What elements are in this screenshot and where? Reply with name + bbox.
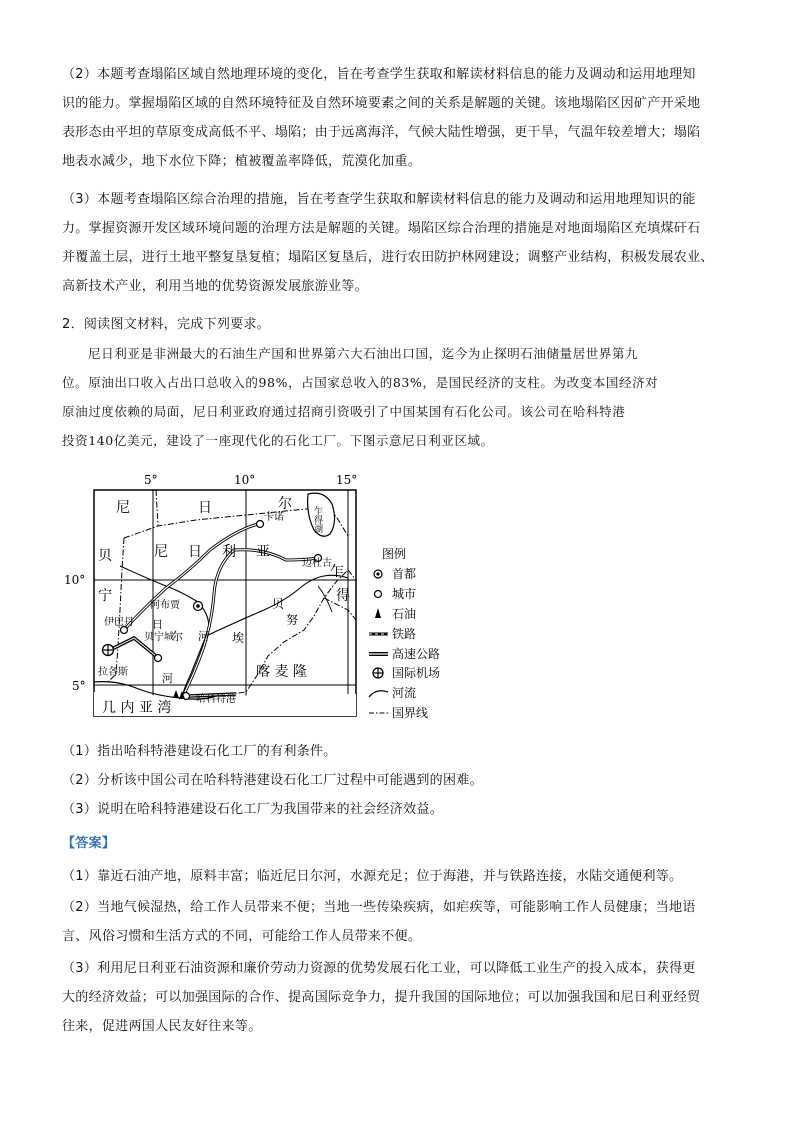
capital-dot bbox=[196, 604, 200, 608]
lat-label: 5° bbox=[72, 679, 86, 693]
region-label: 宁 bbox=[98, 588, 112, 604]
lake-label: 乍得湖 bbox=[312, 506, 322, 533]
text-line: 高新技术产业，利用当地的优势资源发展旅游业等。 bbox=[62, 279, 368, 294]
explanation-q2 bbox=[62, 60, 734, 176]
answer-1 bbox=[62, 862, 734, 891]
text-line: （1）靠近石油产地，原料丰富；临近尼日尔河，水源充足；位于海港，并与铁路连接，水陆交通便利等。 bbox=[62, 869, 683, 884]
text-line: （2）当地气候湿热，给工作人员带来不便；当地一些传染疾病，如疟疾等，可能影响工作人员健康；当地语 bbox=[62, 900, 696, 915]
sub-questions bbox=[62, 737, 734, 824]
region-label: 贝 bbox=[98, 548, 112, 564]
text-line: 尼日利亚是非洲最大的石油生产国和世界第六大石油出口国，迄今为止探明石油储量居世界第九 bbox=[88, 346, 639, 361]
text-line: 往来，促进两国人民友好往来等。 bbox=[62, 1019, 262, 1034]
river-label: 贝 bbox=[272, 597, 285, 611]
region-label: 喀 麦 隆 bbox=[256, 664, 307, 680]
river-icon bbox=[369, 691, 388, 697]
text-line: 位。原油出口收入占出口总收入的98%，占国家总收入的83%，是国民经济的支柱。为改变本国经济对 bbox=[62, 375, 659, 390]
city-label: 伊巴丹 bbox=[104, 617, 134, 628]
sub-question: （3）说明在哈科特港建设石化工厂为我国带来的社会经济效益。 bbox=[62, 802, 443, 817]
legend-label: 河流 bbox=[392, 686, 417, 700]
city-label: 迈杜古 bbox=[302, 558, 332, 569]
answer-tag: 【答案】 bbox=[62, 836, 116, 851]
region-label: 得 bbox=[336, 588, 350, 604]
sub-question: （1）指出哈科特港建设石化工厂的有利条件。 bbox=[62, 744, 337, 759]
lon-label: 15° bbox=[336, 473, 358, 487]
river-label: 河 bbox=[198, 630, 209, 643]
region-label: 乍 bbox=[330, 564, 344, 580]
text-line: （3）利用尼日利亚石油资源和廉价劳动力资源的优势发展石化工业，可以降低工业生产的投入成本，获得更 bbox=[62, 961, 696, 976]
nigeria-map bbox=[64, 470, 456, 720]
text-line: 投资140亿美元，建设了一座现代化的石化工厂。下图示意尼日利亚区域。 bbox=[62, 433, 494, 448]
legend-label: 国际机场 bbox=[392, 666, 441, 680]
city-label: 贝宁城 bbox=[144, 632, 174, 643]
city-marker bbox=[155, 655, 162, 662]
city-icon bbox=[375, 591, 382, 598]
city-label: 拉各斯 bbox=[98, 667, 128, 678]
region-label: 日 bbox=[188, 544, 202, 560]
lon-label: 5° bbox=[144, 473, 158, 487]
region-label: 尔 bbox=[278, 496, 292, 512]
region-label: 尼 bbox=[116, 500, 130, 516]
oil-icon bbox=[375, 608, 381, 618]
text-line: 并覆盖土层，进行土地平整复垦复植；塌陷区复垦后，进行农田防护林网建设；调整产业结构，积极发展农业、 bbox=[62, 250, 714, 265]
answer-3 bbox=[62, 954, 734, 1041]
legend-label: 石油 bbox=[392, 607, 417, 621]
map-legend bbox=[369, 546, 440, 720]
legend-title: 图例 bbox=[382, 547, 407, 561]
river-label: 埃 bbox=[232, 631, 245, 645]
sub-question: （2）分析该中国公司在哈科特港建设石化工厂过程中可能遇到的困难。 bbox=[62, 773, 483, 788]
region-label: 利 bbox=[222, 544, 236, 560]
answer-2 bbox=[62, 893, 734, 951]
city-label: 卡诺 bbox=[264, 512, 284, 523]
legend-label: 国界线 bbox=[392, 706, 429, 720]
text-line: 大的经济效益；可以加强国际的合作、提高国际竞争力，提升我国的国际地位；可以加强我国和尼日利亚经贸 bbox=[62, 990, 701, 1005]
text-line: 识的能力。掌握塌陷区域的自然环境特征及自然环境要素之间的关系是解题的关键。该地塌陷区因矿产开采地 bbox=[62, 96, 701, 111]
lon-label: 10° bbox=[234, 473, 256, 487]
river-label: 尔 bbox=[172, 630, 183, 643]
gulf-label: 几 内 亚 湾 bbox=[102, 700, 172, 716]
city-label: 阿布贾 bbox=[150, 600, 180, 611]
river-label: 努 bbox=[286, 613, 299, 627]
legend-label: 铁路 bbox=[392, 627, 417, 641]
question-passage bbox=[62, 339, 738, 455]
text-line: （3）本题考查塌陷区综合治理的措施，旨在考查学生获取和解读材料信息的能力及调动和运用地理知识的能 bbox=[62, 192, 696, 207]
legend-label: 首都 bbox=[392, 567, 417, 581]
map-svg bbox=[64, 470, 456, 720]
river-label: 河 bbox=[162, 672, 173, 685]
text-line: 力。掌握资源开发区域环境问题的治理方法是解题的关键。塌陷区综合治理的措施是对地面塌陷区充填煤矸石 bbox=[62, 221, 701, 236]
capital-icon-dot bbox=[376, 572, 379, 575]
text-line: 表形态由平坦的草原变成高低不平、塌陷；由于远离海洋，气候大陆性增强，更干旱，气温年较差增大；塌陷 bbox=[62, 125, 701, 140]
text-line: （2）本题考查塌陷区域自然地理环境的变化，旨在考查学生获取和解读材料信息的能力及调动和运用地理知 bbox=[62, 67, 696, 82]
text-line: 言、风俗习惯和生活方式的不同，可能给工作人员带来不便。 bbox=[62, 929, 422, 944]
text-line: 原油过度依赖的局面，尼日利亚政府通过招商引资吸引了中国某国有石化公司。该公司在哈科特港 bbox=[62, 404, 626, 419]
region-label: 日 bbox=[198, 500, 212, 516]
region-label: 尼 bbox=[154, 544, 168, 560]
lat-label: 10° bbox=[64, 573, 86, 587]
text-line: 地表水减少，地下水位下降；植被覆盖率降低，荒漠化加重。 bbox=[62, 154, 422, 169]
question-stem bbox=[62, 310, 734, 339]
city-label: 哈科特港 bbox=[196, 694, 236, 705]
legend-label: 城市 bbox=[392, 587, 417, 601]
explanation-q3 bbox=[62, 185, 734, 301]
legend-label: 高速公路 bbox=[392, 647, 441, 661]
city-marker bbox=[257, 521, 264, 528]
river-label: 日 bbox=[152, 618, 163, 631]
region-label: 亚 bbox=[256, 544, 270, 560]
text-line: 2．阅读图文材料，完成下列要求。 bbox=[62, 317, 271, 332]
